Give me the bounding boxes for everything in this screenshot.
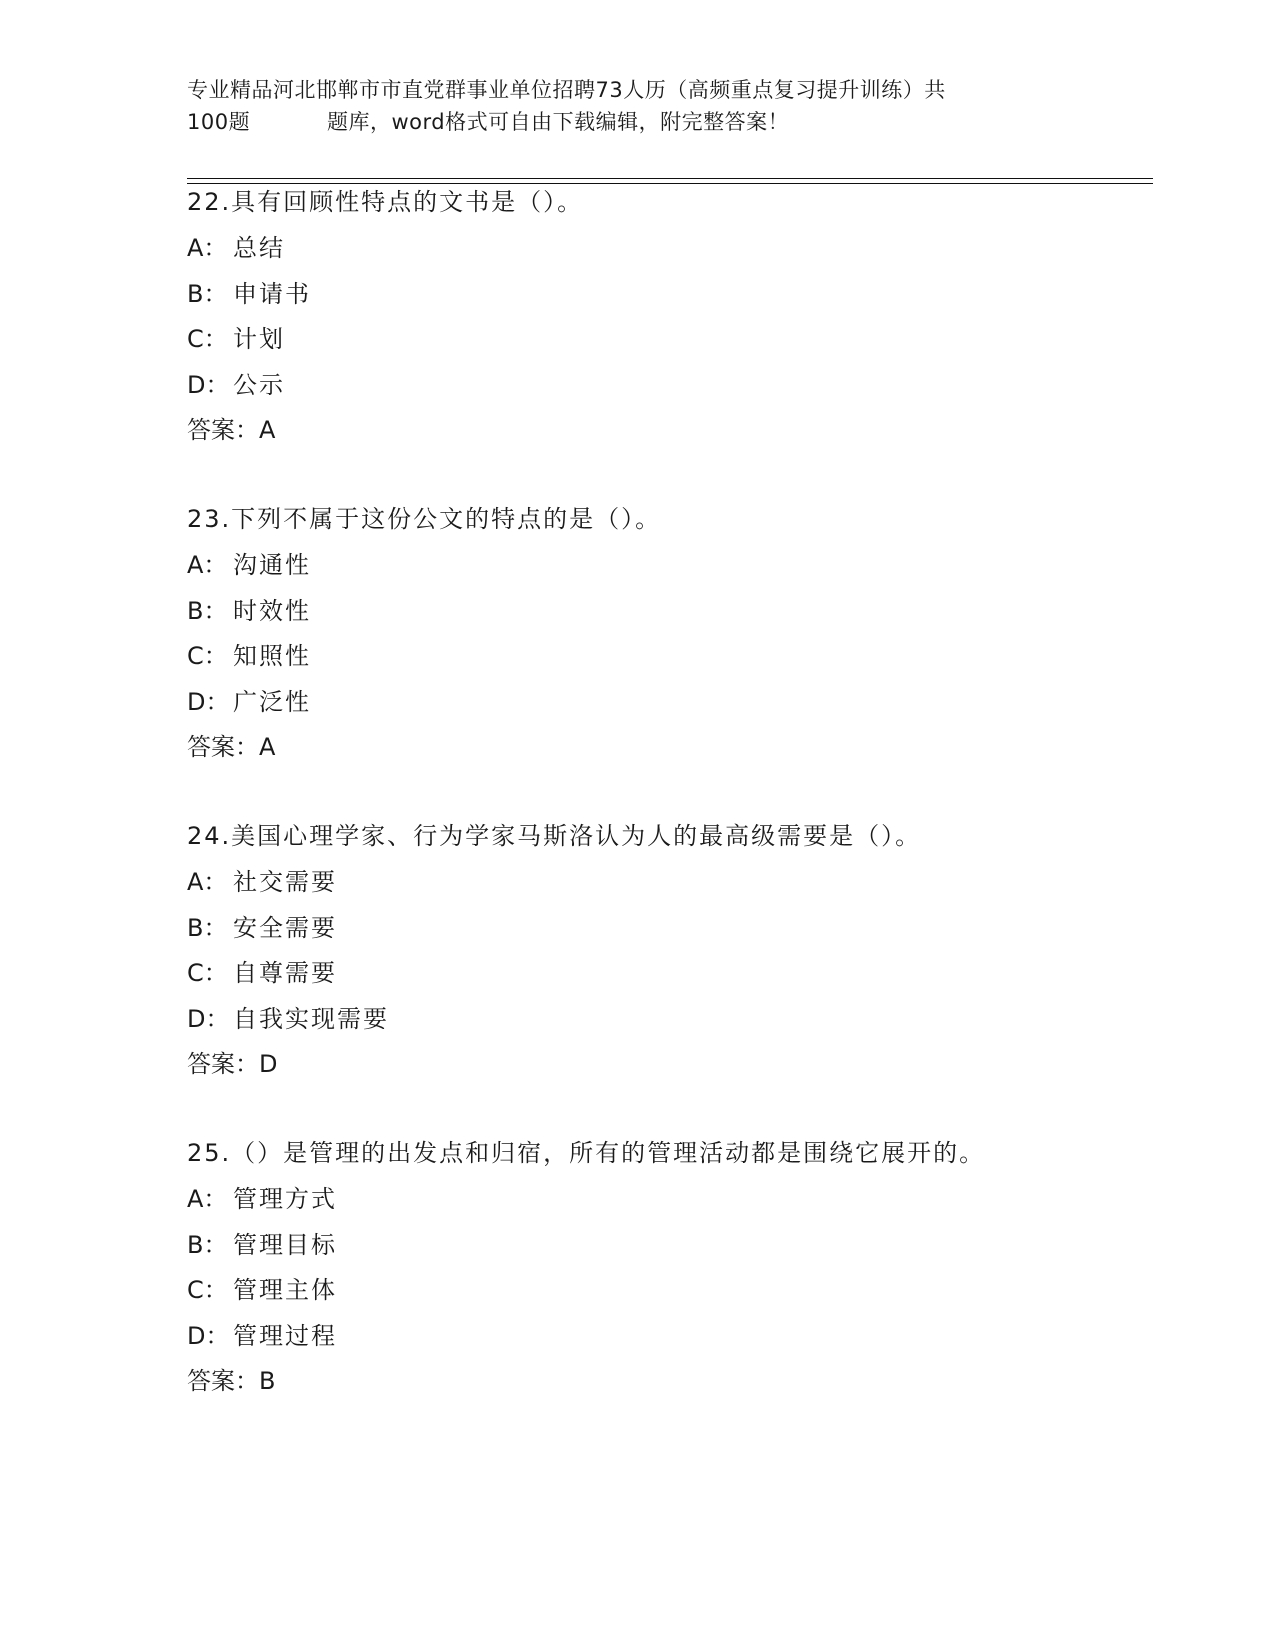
- answer-value: A: [259, 416, 276, 444]
- option-d: [187, 1320, 1147, 1366]
- option-a: [187, 232, 1147, 278]
- option-key: A：: [187, 868, 228, 896]
- header-description: 题库，word格式可自由下载编辑，附完整答案！: [327, 110, 790, 134]
- option-key: D：: [187, 1004, 230, 1033]
- answer-line: [187, 1365, 1147, 1411]
- header-title-line2: [187, 106, 1087, 138]
- option-key: D：: [187, 687, 230, 716]
- option-c: [187, 323, 1147, 369]
- answer-label: 答案：: [187, 1050, 259, 1078]
- option-key: C：: [187, 642, 228, 670]
- option-key: B：: [187, 596, 228, 625]
- answer-line: [187, 414, 1147, 460]
- question-stem: 25.（）是管理的出发点和归宿，所有的管理活动都是围绕它展开的。: [187, 1139, 986, 1167]
- answer-value: A: [259, 733, 276, 761]
- option-text: 沟通性: [233, 551, 311, 579]
- question-stem: 24.美国心理学家、行为学家马斯洛认为人的最高级需要是（）。: [187, 822, 922, 850]
- document-header: [187, 74, 1087, 138]
- option-text: 总结: [233, 234, 285, 262]
- answer-line: [187, 1048, 1147, 1094]
- option-b: [187, 912, 1147, 958]
- option-a: [187, 866, 1147, 912]
- option-text: 知照性: [233, 642, 311, 670]
- option-a: [187, 549, 1147, 595]
- question-stem: 23.下列不属于这份公文的特点的是（）。: [187, 505, 662, 533]
- option-text: 管理目标: [233, 1230, 337, 1259]
- option-text: 管理主体: [233, 1276, 337, 1304]
- header-divider-top: [187, 178, 1153, 179]
- header-divider-bottom: [187, 183, 1153, 184]
- option-text: 时效性: [233, 596, 311, 625]
- question-block: [187, 186, 1147, 460]
- option-key: A：: [187, 1185, 228, 1213]
- option-c: [187, 640, 1147, 686]
- option-key: C：: [187, 1276, 228, 1304]
- option-c: [187, 1274, 1147, 1320]
- option-b: [187, 1229, 1147, 1275]
- option-d: [187, 1003, 1147, 1049]
- header-title-line1: 专业精品河北邯郸市市直党群事业单位招聘73人历（高频重点复习提升训练）共: [187, 78, 946, 102]
- answer-label: 答案：: [187, 733, 259, 761]
- question-block: [187, 503, 1147, 777]
- option-text: 公示: [233, 370, 285, 399]
- question-block: [187, 820, 1147, 1094]
- option-key: A：: [187, 234, 228, 262]
- header-question-count: 100题: [187, 110, 251, 134]
- option-text: 管理方式: [233, 1185, 337, 1213]
- option-text: 安全需要: [233, 913, 337, 942]
- answer-value: B: [259, 1367, 276, 1395]
- answer-label: 答案：: [187, 1367, 259, 1395]
- answer-label: 答案：: [187, 416, 259, 444]
- option-key: A：: [187, 551, 228, 579]
- option-d: [187, 369, 1147, 415]
- option-c: [187, 957, 1147, 1003]
- option-text: 计划: [233, 325, 285, 353]
- option-key: B：: [187, 913, 228, 942]
- option-text: 自尊需要: [233, 959, 337, 987]
- option-text: 管理过程: [233, 1321, 337, 1350]
- answer-line: [187, 731, 1147, 777]
- answer-value: D: [259, 1050, 278, 1078]
- option-key: D：: [187, 370, 230, 399]
- option-key: D：: [187, 1321, 230, 1350]
- option-key: C：: [187, 959, 228, 987]
- option-a: [187, 1183, 1147, 1229]
- option-text: 自我实现需要: [233, 1004, 389, 1033]
- option-b: [187, 278, 1147, 324]
- option-key: B：: [187, 279, 228, 308]
- option-text: 社交需要: [233, 868, 337, 896]
- question-stem: 22.具有回顾性特点的文书是（）。: [187, 188, 584, 216]
- option-d: [187, 686, 1147, 732]
- option-text: 申请书: [233, 279, 311, 308]
- question-block: [187, 1137, 1147, 1411]
- option-key: C：: [187, 325, 228, 353]
- option-key: B：: [187, 1230, 228, 1259]
- option-text: 广泛性: [233, 687, 311, 716]
- option-b: [187, 595, 1147, 641]
